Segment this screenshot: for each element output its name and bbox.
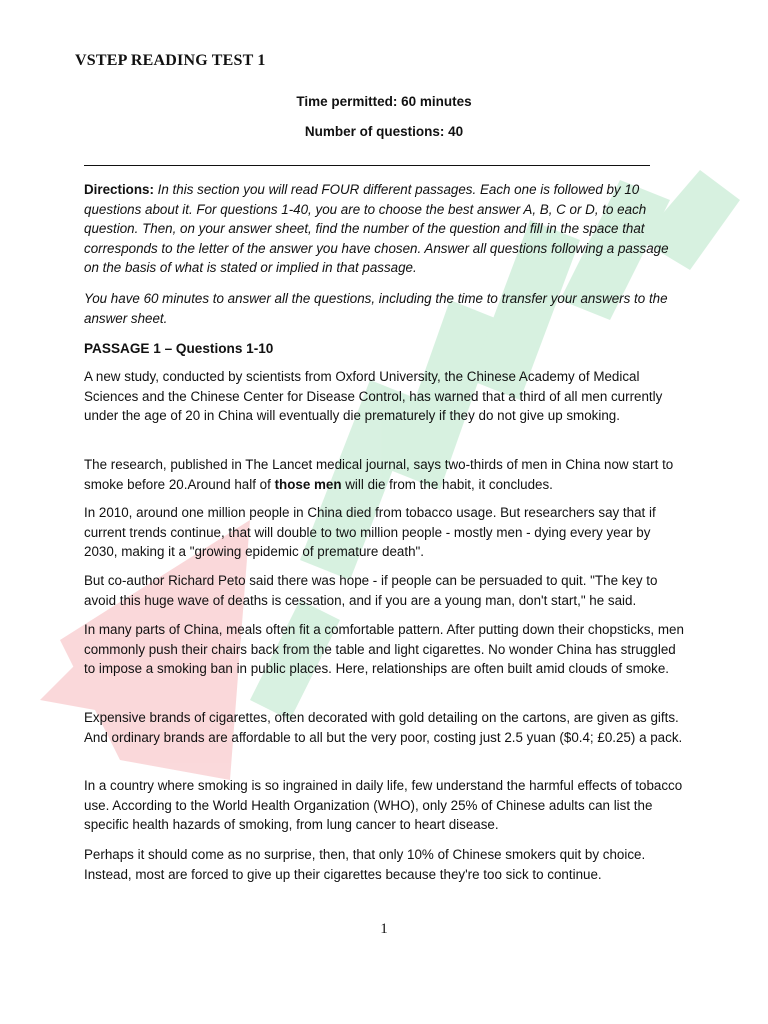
page-number: 1 — [380, 921, 388, 937]
paragraph-2-text-b: will die from the habit, it concludes. — [341, 476, 553, 492]
horizontal-divider — [84, 165, 650, 166]
paragraph-2-bold: those men — [274, 476, 342, 492]
paragraph-1: A new study, conducted by scientists from Oxford University, the Chinese Academy of Medical Sciences and the Chinese Center for Disease Control, has warned that a third of all men currently under the age of 20 in China will eventually die prematurely if they do not give up smoking. — [84, 369, 663, 423]
paragraph-7: In a country where smoking is so ingrained in daily life, few understand the harmful effects of tobacco use. According to the World Health Organization (WHO), only 25% of Chinese adults can list the specific health hazards of smoking, from lung cancer to heart disease. — [84, 778, 683, 832]
number-of-questions: Number of questions: 40 — [304, 124, 464, 139]
directions-text: In this section you will read FOUR different passages. Each one is followed by 10 questions about it. For questions 1-40, you are to choose the best answer A, B, C or D, to each question. Then, on your answer sheet, find the number of the question and fill in the space that corresponds to the letter of the answer you have chosen. Answer all questions following a passage on the basis of what is stated or implied in that passage. — [84, 182, 669, 275]
paragraph-6: Expensive brands of cigarettes, often decorated with gold detailing on the cartons, are given as gifts. And ordinary brands are affordable to all but the very poor, costing just 2.5 yuan ($0.4; £0.25) a pack. — [84, 710, 683, 745]
paragraph-2 — [84, 455, 684, 494]
paragraph-2-text-a: The research, published in The Lancet medical journal, says two-thirds of men in China now start to smoke before 20.Around half of — [84, 457, 674, 492]
directions-paragraph — [84, 180, 684, 278]
time-permitted: Time permitted: 60 minutes — [296, 94, 472, 109]
time-note-paragraph: You have 60 minutes to answer all the questions, including the time to transfer your answers to the answer sheet. — [84, 291, 668, 326]
directions-label: Directions: — [84, 182, 154, 197]
passage-heading: PASSAGE 1 – Questions 1-10 — [84, 341, 274, 356]
paragraph-3: In 2010, around one million people in China died from tobacco usage. But researchers say that if current trends continue, that will double to two million people - mostly men - dying every year by 2030, making it a "growing epidemic of premature death". — [84, 505, 656, 559]
paragraph-4: But co-author Richard Peto said there was hope - if people can be persuaded to quit. "The key to avoid this huge wave of deaths is cessation, and if you are a young man, don't start," he said. — [84, 573, 658, 608]
document-title: VSTEP READING TEST 1 — [75, 52, 266, 69]
paragraph-5: In many parts of China, meals often fit a comfortable pattern. After putting down their chopsticks, men commonly push their chairs back from the table and light cigarettes. No wonder China has struggled to impose a smoking ban in public places. Here, relationships are often built amid clouds of smoke. — [84, 622, 684, 676]
paragraph-8: Perhaps it should come as no surprise, then, that only 10% of Chinese smokers quit by choice. Instead, most are forced to give up their cigarettes because they're too sick to continue. — [84, 847, 646, 882]
